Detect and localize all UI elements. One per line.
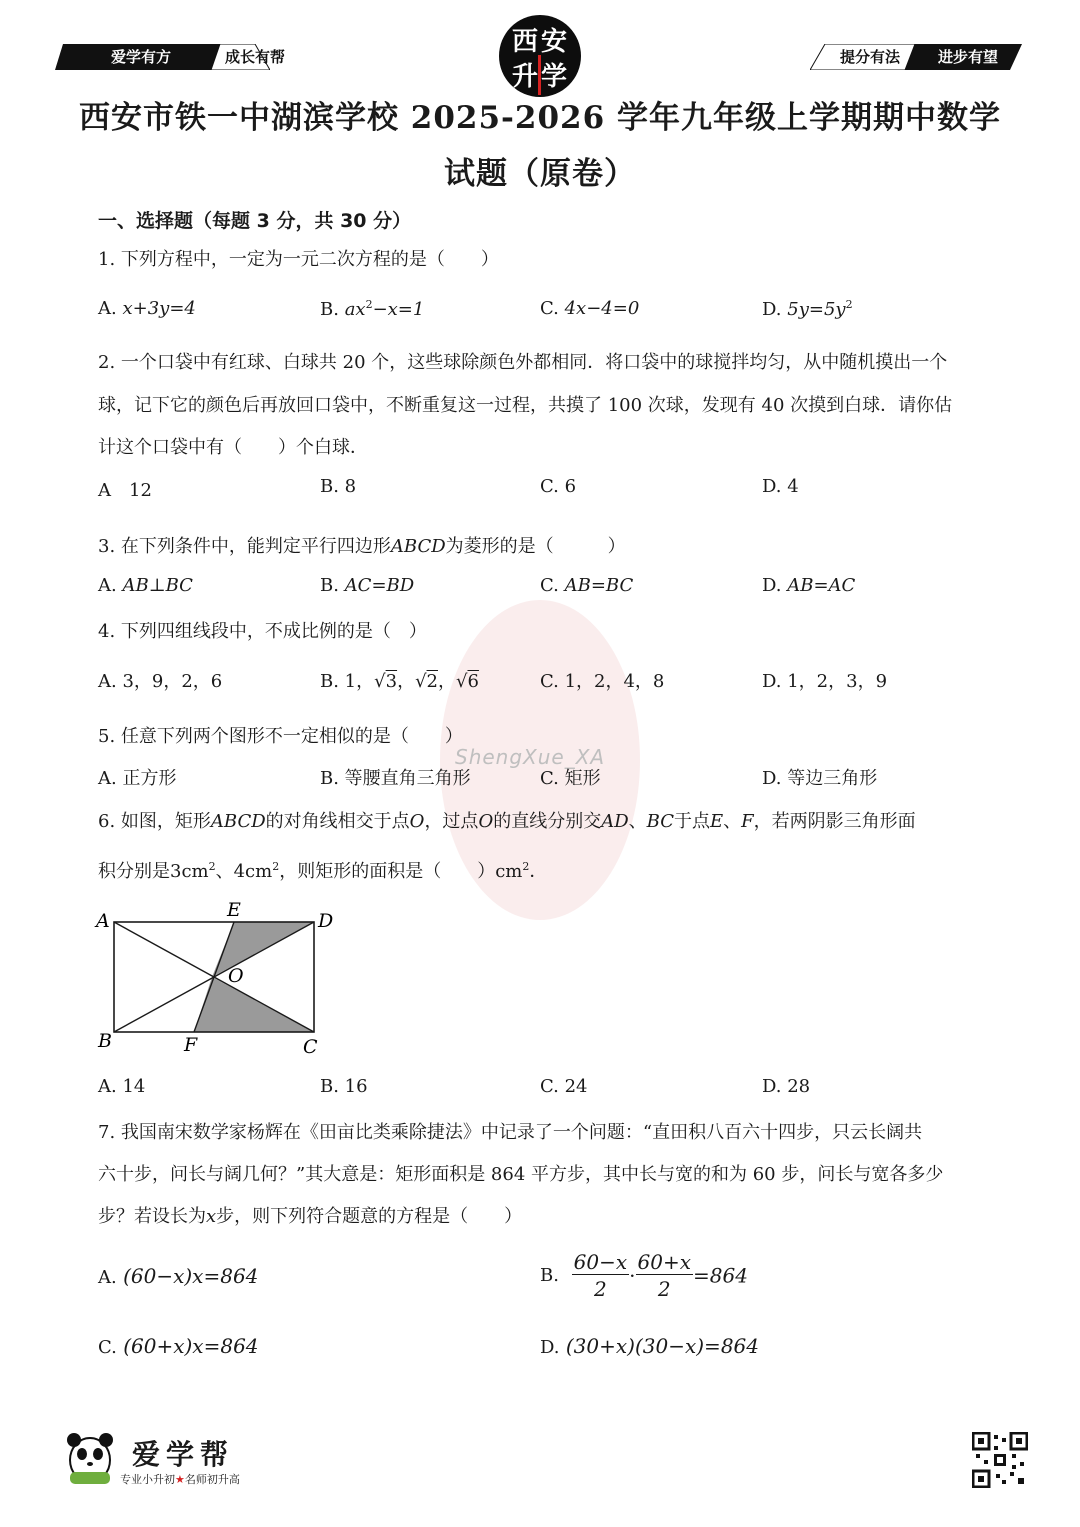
q6-option-d: D. 28 <box>762 1076 811 1097</box>
q6-label-d: D <box>318 910 334 932</box>
q7-b-eq: =864 <box>693 1263 748 1288</box>
q3-stem-text1: 3. 在下列条件中，能判定平行四边形 <box>98 536 391 557</box>
q3-stem-math: ABCD <box>390 536 446 557</box>
q3-d-label: D. <box>762 575 782 596</box>
logo-char-2: 安 <box>541 27 568 57</box>
q7-option-a <box>98 1264 258 1288</box>
q6-t7: 、 <box>723 811 742 832</box>
q1-option-c <box>540 298 639 319</box>
q6-label-e: E <box>227 899 241 921</box>
q3-option-d <box>762 575 855 596</box>
slogan-right-light: 提分有法 <box>839 48 900 66</box>
q7-b-num2: 60+x <box>637 1250 692 1274</box>
q4-b-root1: 3 <box>385 671 398 692</box>
q7-b-num1: 60−x <box>573 1250 628 1274</box>
q6-m4: AD <box>601 811 629 832</box>
q3-b-math: AC=BD <box>344 575 415 596</box>
q6-l2-t1: 积分别是 <box>98 861 170 882</box>
logo-char-3: 升 <box>512 62 539 92</box>
q7-c-math: (60+x)x=864 <box>123 1334 259 1358</box>
q7-c-label: C. <box>98 1337 117 1358</box>
q6-m6: E <box>709 811 724 832</box>
q7-l3-t1: 步？若设长为 <box>98 1206 206 1227</box>
q3-d-math: AB=AC <box>787 575 856 596</box>
page-title-line2: 试题（原卷） <box>444 156 636 192</box>
q3-c-math: AB=BC <box>564 575 634 596</box>
q4-stem: 4. 下列四组线段中，不成比例的是（ ） <box>98 621 427 642</box>
q3-a-label: A. <box>98 575 117 596</box>
q6-label-c: C <box>303 1036 318 1058</box>
q7-b-den1: 2 <box>594 1277 607 1301</box>
footer-brand: 爱学帮 <box>132 1438 235 1471</box>
q7-l3-m: x <box>206 1206 217 1227</box>
watermark-text: ShengXue_XA <box>455 745 606 769</box>
q1-b-math2: −x=1 <box>372 299 425 320</box>
q6-l2-s2: 2 <box>272 860 280 873</box>
q7-d-math: (30+x)(30−x)=864 <box>565 1334 759 1358</box>
q7-line1: 7. 我国南宋数学家杨辉在《田亩比类乘除捷法》中记录了一个问题：“直田积八百六十四步，只云长阔共 <box>98 1122 923 1143</box>
q4-b-label: B. 1， <box>320 671 375 692</box>
q2-option-a: A 12 <box>98 480 152 501</box>
q5-option-c: C. 矩形 <box>540 768 601 789</box>
q1-d-label: D. <box>762 299 782 320</box>
q3-stem <box>98 532 626 558</box>
q6-l2-v3: cm <box>495 861 523 882</box>
q2-option-c: C. 6 <box>540 476 577 497</box>
q2-option-b: B. 8 <box>320 476 357 497</box>
q4-option-c: C. 1，2，4，8 <box>540 671 665 692</box>
q7-l3-t2: 步，则下列符合题意的方程是（ ） <box>216 1206 523 1227</box>
q7-b-fraction1 <box>572 1250 630 1301</box>
q3-option-c <box>540 575 633 596</box>
q7-b-label: B. <box>540 1265 559 1286</box>
q6-label-a: A <box>96 910 110 932</box>
sqrt-icon: √ <box>374 671 386 692</box>
q1-option-b <box>320 298 424 320</box>
q1-a-label: A. <box>98 298 117 319</box>
q7-d-label: D. <box>540 1337 560 1358</box>
q6-m3: O <box>478 811 494 832</box>
q3-b-label: B. <box>320 575 339 596</box>
q7-b-dot: · <box>629 1263 636 1288</box>
q4-option-a: A. 3，9，2，6 <box>98 671 223 692</box>
q1-a-math: x+3y=4 <box>122 298 196 319</box>
star-icon: ★ <box>175 1473 185 1486</box>
q1-b-label: B. <box>320 299 339 320</box>
q6-l2-s3: 2 <box>522 860 530 873</box>
q6-m5: BC <box>646 811 674 832</box>
header-left-ribbon <box>55 44 285 70</box>
q6-l2-v2: 4cm <box>233 861 273 882</box>
q6-line1 <box>98 807 916 833</box>
q2-line2: 球，记下它的颜色后再放回口袋中，不断重复这一过程，共摸了 100 次球，发现有 40 次摸到白球．请你估 <box>98 395 953 416</box>
logo-red-mark <box>535 55 545 95</box>
header-logo <box>499 15 581 97</box>
logo-char-4: 学 <box>541 62 568 92</box>
q6-l2-t4: ． <box>529 861 548 882</box>
q7-b-den2: 2 <box>657 1277 671 1301</box>
logo-char-1: 西 <box>512 27 539 57</box>
q6-m2: O <box>409 811 425 832</box>
q5-stem: 5. 任意下列两个图形不一定相似的是（ ） <box>98 726 463 747</box>
q1-option-a <box>98 298 196 319</box>
q7-a-math: (60−x)x=864 <box>123 1264 259 1288</box>
q6-label-f: F <box>184 1034 198 1056</box>
q1-c-label: C. <box>540 298 559 319</box>
sqrt-icon: √ <box>456 671 468 692</box>
q2-option-d: D. 4 <box>762 476 799 497</box>
q3-c-label: C. <box>540 575 559 596</box>
q2-line3: 计这个口袋中有（ ）个白球． <box>98 437 368 458</box>
q1-option-d <box>762 298 853 320</box>
q4-option-b: B. 1，√3，√2，√6 <box>320 671 479 692</box>
q6-t1: 6. 如图，矩形 <box>98 811 211 832</box>
footer-slogan-1: 专业小升初 <box>120 1473 175 1486</box>
q1-stem: 1. 下列方程中，一定为一元二次方程的是（ ） <box>98 249 499 270</box>
q6-option-a: A. 14 <box>98 1076 146 1097</box>
q7-option-d <box>540 1334 759 1358</box>
q4-b-root2: 2 <box>426 671 438 692</box>
q6-t4: 的直线分别交 <box>493 811 602 832</box>
sqrt-icon: √ <box>415 671 427 692</box>
q2-line1: 2. 一个口袋中有红球、白球共 20 个，这些球除颜色外都相同．将口袋中的球搅拌均匀，从中随机摸出一个 <box>98 352 948 373</box>
q6-option-b: B. 16 <box>320 1076 368 1097</box>
header-right-ribbon <box>810 44 1025 70</box>
slogan-left-light: 成长有帮 <box>224 48 285 66</box>
q6-t8: ，若两阴影三角形面 <box>753 811 916 832</box>
q1-b-sup: 2 <box>365 298 373 311</box>
q6-l2-s1: 2 <box>208 860 216 873</box>
q6-label-o: O <box>228 965 244 987</box>
q7-b-fraction2 <box>636 1250 694 1301</box>
q6-t6: 于点 <box>673 811 710 832</box>
q6-t2: 的对角线相交于点 <box>265 811 410 832</box>
footer-slogan-2: 名师初升高 <box>184 1473 240 1486</box>
q6-t5: 、 <box>628 811 647 832</box>
q7-line3 <box>98 1202 522 1228</box>
q6-l2-t3: ，则矩形的面积是（ ） <box>279 861 496 882</box>
footer-slogan <box>120 1471 240 1487</box>
q7-a-label: A. <box>98 1267 117 1288</box>
q3-stem-text2: 为菱形的是（ ） <box>445 536 626 557</box>
q6-figure-rectangle <box>90 895 350 1065</box>
slogan-left-dark: 爱学有方 <box>110 48 171 66</box>
q5-option-b: B. 等腰直角三角形 <box>320 768 471 789</box>
q6-m7: F <box>741 811 754 832</box>
q1-d-math: 5y=5y <box>787 299 846 320</box>
q1-d-sup: 2 <box>845 298 853 311</box>
q6-label-b: B <box>98 1030 112 1052</box>
q1-c-math: 4x−4=0 <box>564 298 640 319</box>
q4-b-root3: 6 <box>467 671 479 692</box>
q6-l2-t2: 、 <box>215 861 234 882</box>
q6-shaded-triangle-bottom <box>194 977 314 1032</box>
slogan-right-dark: 进步有望 <box>937 48 998 66</box>
q3-option-a <box>98 575 193 596</box>
q6-option-c: C. 24 <box>540 1076 588 1097</box>
q3-a-math: AB⊥BC <box>122 575 193 596</box>
q7-option-b <box>540 1250 748 1301</box>
section-heading: 一、选择题（每题 3 分，共 30 分） <box>98 210 412 232</box>
q4-option-d: D. 1，2，3，9 <box>762 671 888 692</box>
q6-m1: ABCD <box>210 811 266 832</box>
page-title-line1: 西安市铁一中湖滨学校 2025-2026 学年九年级上学期期中数学 <box>78 100 1001 136</box>
q1-b-math1: ax <box>344 299 366 320</box>
q6-line2 <box>98 857 547 883</box>
q6-t3: ，过点 <box>424 811 479 832</box>
q5-option-a: A. 正方形 <box>98 768 177 789</box>
q6-l2-v1: 3cm <box>170 861 209 882</box>
q3-option-b <box>320 575 414 596</box>
q5-option-d: D. 等边三角形 <box>762 768 878 789</box>
q7-option-c <box>98 1334 259 1358</box>
panda-mascot-icon <box>60 1428 120 1486</box>
qr-code-icon[interactable] <box>972 1432 1028 1488</box>
q7-line2: 六十步，问长与阔几何？”其大意是：矩形面积是 864 平方步，其中长与宽的和为 60 步，问长与宽各多少 <box>98 1164 944 1185</box>
